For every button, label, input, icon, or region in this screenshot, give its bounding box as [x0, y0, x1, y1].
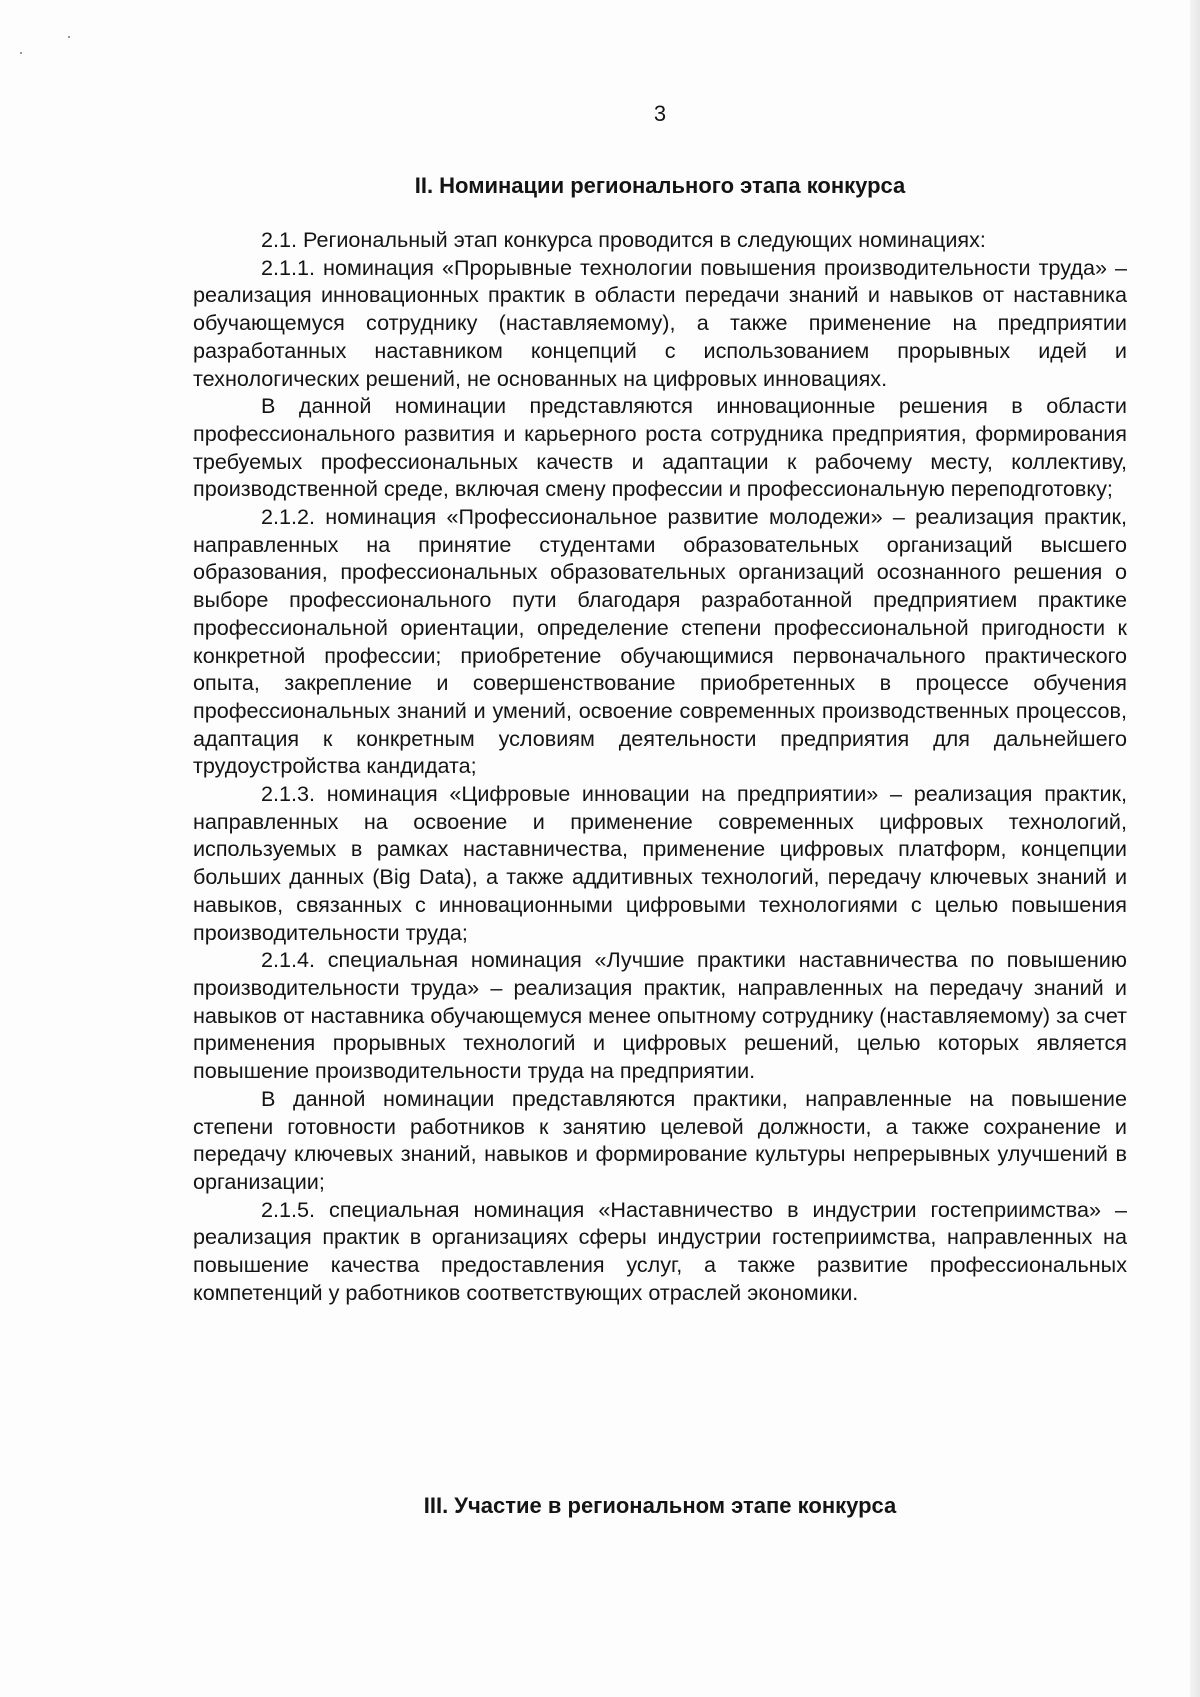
section-heading-nominations: II. Номинации регионального этапа конкурса [414, 173, 906, 198]
section-body [193, 226, 1127, 1306]
paragraph: 2.1. Региональный этап конкурса проводится в следующих номинациях: [261, 227, 986, 252]
scan-speck [20, 52, 22, 54]
scan-speck [68, 36, 70, 38]
page-number: 3 [653, 101, 667, 126]
paragraph: В данной номинации представляются практики, направленные на повышение степени готовности работников к занятию целевой должности, а также сохранение и передачу ключевых знаний, навыков и формирование культуры непрерывных улучшений в организации; [193, 1085, 1127, 1194]
paragraph: 2.1.1. номинация «Прорывные технологии повышения производительности труда» – реализация инновационных практик в области передачи знаний и навыков от наставника обучающемуся сотруднику (наставляемому), а также применение на предприятии разработанных наставником концепций с использованием прорывных идей и технологических решений, не основанных на цифровых инновациях. [193, 254, 1127, 391]
paragraph: В данной номинации представляются инновационные решения в области профессионального развития и карьерного роста сотрудника предприятия, формирования требуемых профессиональных качеств и адаптации к рабочему месту, коллективу, производственной среде, включая смену профессии и профессиональную переподготовку; [193, 393, 1127, 502]
paragraph: 2.1.5. специальная номинация «Наставничество в индустрии гостеприимства» – реализация практик в организациях сферы индустрии гостеприимства, направленных на повышение качества предоставления услуг, а также развитие профессиональных компетенций у работников соответствующих отраслей экономики. [193, 1196, 1127, 1305]
section-heading-participation: III. Участие в региональном этапе конкурса [423, 1493, 897, 1518]
paragraph: 2.1.4. специальная номинация «Лучшие практики наставничества по повышению производительности труда» – реализация практик, направленных на передачу знаний и навыков от наставника обучающемуся менее опытному сотруднику (наставляемому) за счет применения прорывных технологий и цифровых решений, целью которых является повышение производительности труда на предприятии. [193, 947, 1127, 1084]
paragraph: 2.1.3. номинация «Цифровые инновации на предприятии» – реализация практик, направленных на освоение и применение современных цифровых технологий, используемых в рамках наставничества, применение цифровых платформ, концепции больших данных (Big Data), а также аддитивных технологий, передачу ключевых знаний и навыков, связанных с инновационными цифровыми технологиями с целью повышения производительности труда; [193, 781, 1127, 945]
scan-edge-shadow [1190, 0, 1200, 1697]
paragraph: 2.1.2. номинация «Профессиональное развитие молодежи» – реализация практик, направленных на принятие студентами образовательных организаций высшего образования, профессиональных образовательных организаций осознанного решения о выборе профессионального пути благодаря разработанной предприятием практике профессиональной ориентации, определение степени профессиональной пригодности к конкретной профессии; приобретение обучающимися первоначального практического опыта, закрепление и совершенствование приобретенных в процессе обучения профессиональных знаний и умений, освоение современных производственных процессов, адаптация к конкретным условиям деятельности предприятия для дальнейшего трудоустройства кандидата; [193, 504, 1127, 779]
